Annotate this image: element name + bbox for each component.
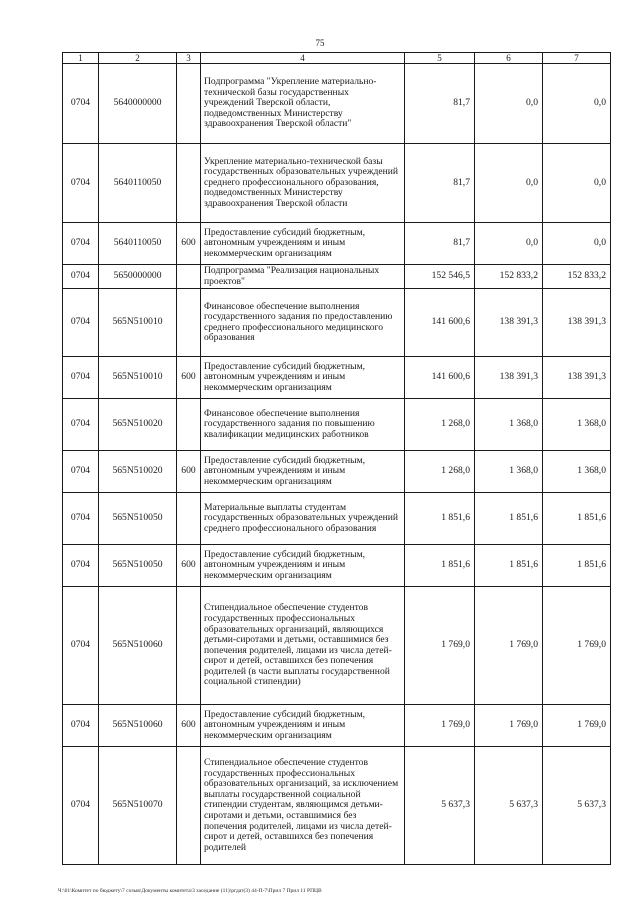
expense-kind: 600 <box>177 223 201 265</box>
section-code: 0704 <box>63 399 99 451</box>
expense-kind <box>177 399 201 451</box>
column-header: 1 <box>63 53 99 64</box>
item-name: Укрепление материально-технической базы государственных образовательных учреждений среднего профессионального образования, подведомственных Министерству здравоохранения Тверской области <box>201 144 405 223</box>
column-header: 6 <box>475 53 543 64</box>
budget-table <box>62 52 611 865</box>
target-code: 565N510020 <box>99 451 177 493</box>
column-header: 7 <box>543 53 611 64</box>
amount-2022: 1 769,0 <box>475 587 543 705</box>
footer-file-path: Ч:\01\Комитет по бюджету\7 созыв\Документы комитета\3 заседание (11)\ргдат(3) 44-П-7\Прил 7 Прил 11 РПЦВ <box>58 888 322 894</box>
expense-kind: 600 <box>177 705 201 747</box>
target-code: 5640110050 <box>99 223 177 265</box>
amount-2021: 1 851,6 <box>405 493 475 545</box>
item-name: Стипендиальное обеспечение студентов государственных профессиональных образовательных организаций, являющихся детьми-сиротами и детьми, оставшимися без попечения родителей, лицами из числа детей-сирот и детей, оставшихся без попечения родителей (в части выплаты государственной социальной стипендии) <box>201 587 405 705</box>
table-row <box>63 545 611 587</box>
target-code: 565N510010 <box>99 289 177 357</box>
amount-2023: 1 368,0 <box>543 451 611 493</box>
column-header: 4 <box>201 53 405 64</box>
amount-2021: 141 600,6 <box>405 357 475 399</box>
item-name: Материальные выплаты студентам государственных образовательных учреждений среднего профессионального образования <box>201 493 405 545</box>
expense-kind: 600 <box>177 357 201 399</box>
section-code: 0704 <box>63 357 99 399</box>
amount-2023: 1 851,6 <box>543 493 611 545</box>
expense-kind <box>177 64 201 144</box>
amount-2022: 1 368,0 <box>475 451 543 493</box>
item-name: Предоставление субсидий бюджетным, автономным учреждениям и иным некоммерческим организациям <box>201 705 405 747</box>
amount-2022: 1 368,0 <box>475 399 543 451</box>
amount-2023: 138 391,3 <box>543 289 611 357</box>
target-code: 5640110050 <box>99 144 177 223</box>
item-name: Подпрограмма "Реализация национальных проектов" <box>201 265 405 289</box>
amount-2023: 1 769,0 <box>543 705 611 747</box>
item-name: Предоставление субсидий бюджетным, автономным учреждениям и иным некоммерческим организациям <box>201 223 405 265</box>
page-number: 75 <box>315 38 325 48</box>
target-code: 565N510010 <box>99 357 177 399</box>
amount-2021: 81,7 <box>405 223 475 265</box>
table-row <box>63 64 611 144</box>
section-code: 0704 <box>63 747 99 865</box>
expense-kind <box>177 265 201 289</box>
target-code: 565N510020 <box>99 399 177 451</box>
table-header-row <box>63 53 611 64</box>
item-name: Стипендиальное обеспечение студентов государственных профессиональных образовательных организаций, за исключением выплаты государственной социальной стипендии студентам, являющимся детьми-сиротами и детьми, оставшимися без попечения родителей, лицами из числа детей-сирот и детей, оставшихся без попечения родителей <box>201 747 405 865</box>
amount-2021: 81,7 <box>405 144 475 223</box>
item-name: Финансовое обеспечение выполнения государственного задания по повышению квалификации медицинских работников <box>201 399 405 451</box>
target-code: 5640000000 <box>99 64 177 144</box>
amount-2022: 0,0 <box>475 223 543 265</box>
table-row <box>63 357 611 399</box>
amount-2021: 1 769,0 <box>405 705 475 747</box>
expense-kind <box>177 747 201 865</box>
amount-2023: 0,0 <box>543 144 611 223</box>
table-row <box>63 747 611 865</box>
table-row <box>63 289 611 357</box>
column-header: 3 <box>177 53 201 64</box>
table-row <box>63 144 611 223</box>
amount-2021: 1 851,6 <box>405 545 475 587</box>
section-code: 0704 <box>63 493 99 545</box>
item-name: Подпрограмма "Укрепление материально-технической базы государственных учреждений Тверской области, подведомственных Министерству здравоохранения Тверской области" <box>201 64 405 144</box>
amount-2022: 1 851,6 <box>475 493 543 545</box>
table-row <box>63 493 611 545</box>
target-code: 565N510070 <box>99 747 177 865</box>
expense-kind: 600 <box>177 545 201 587</box>
amount-2022: 5 637,3 <box>475 747 543 865</box>
table-row <box>63 451 611 493</box>
item-name: Финансовое обеспечение выполнения государственного задания по предоставлению среднего профессионального медицинского образования <box>201 289 405 357</box>
amount-2022: 1 851,6 <box>475 545 543 587</box>
expense-kind <box>177 144 201 223</box>
target-code: 565N510050 <box>99 493 177 545</box>
amount-2021: 1 769,0 <box>405 587 475 705</box>
amount-2023: 152 833,2 <box>543 265 611 289</box>
amount-2022: 0,0 <box>475 64 543 144</box>
amount-2021: 1 268,0 <box>405 399 475 451</box>
amount-2021: 81,7 <box>405 64 475 144</box>
amount-2023: 1 368,0 <box>543 399 611 451</box>
amount-2023: 0,0 <box>543 223 611 265</box>
table-row <box>63 265 611 289</box>
section-code: 0704 <box>63 705 99 747</box>
section-code: 0704 <box>63 451 99 493</box>
amount-2021: 5 637,3 <box>405 747 475 865</box>
amount-2023: 138 391,3 <box>543 357 611 399</box>
item-name: Предоставление субсидий бюджетным, автономным учреждениям и иным некоммерческим организациям <box>201 451 405 493</box>
table-row <box>63 223 611 265</box>
table-row <box>63 399 611 451</box>
section-code: 0704 <box>63 265 99 289</box>
expense-kind <box>177 289 201 357</box>
table-row <box>63 587 611 705</box>
expense-kind <box>177 587 201 705</box>
amount-2023: 5 637,3 <box>543 747 611 865</box>
amount-2022: 138 391,3 <box>475 289 543 357</box>
amount-2022: 0,0 <box>475 144 543 223</box>
table-row <box>63 705 611 747</box>
target-code: 565N510050 <box>99 545 177 587</box>
amount-2021: 1 268,0 <box>405 451 475 493</box>
section-code: 0704 <box>63 223 99 265</box>
section-code: 0704 <box>63 64 99 144</box>
amount-2023: 1 851,6 <box>543 545 611 587</box>
amount-2022: 152 833,2 <box>475 265 543 289</box>
target-code: 565N510060 <box>99 587 177 705</box>
expense-kind <box>177 493 201 545</box>
item-name: Предоставление субсидий бюджетным, автономным учреждениям и иным некоммерческим организациям <box>201 357 405 399</box>
column-header: 2 <box>99 53 177 64</box>
amount-2022: 138 391,3 <box>475 357 543 399</box>
section-code: 0704 <box>63 545 99 587</box>
item-name: Предоставление субсидий бюджетным, автономным учреждениям и иным некоммерческим организациям <box>201 545 405 587</box>
amount-2021: 141 600,6 <box>405 289 475 357</box>
section-code: 0704 <box>63 587 99 705</box>
target-code: 565N510060 <box>99 705 177 747</box>
section-code: 0704 <box>63 144 99 223</box>
amount-2023: 1 769,0 <box>543 587 611 705</box>
amount-2021: 152 546,5 <box>405 265 475 289</box>
section-code: 0704 <box>63 289 99 357</box>
expense-kind: 600 <box>177 451 201 493</box>
target-code: 5650000000 <box>99 265 177 289</box>
column-header: 5 <box>405 53 475 64</box>
amount-2023: 0,0 <box>543 64 611 144</box>
amount-2022: 1 769,0 <box>475 705 543 747</box>
